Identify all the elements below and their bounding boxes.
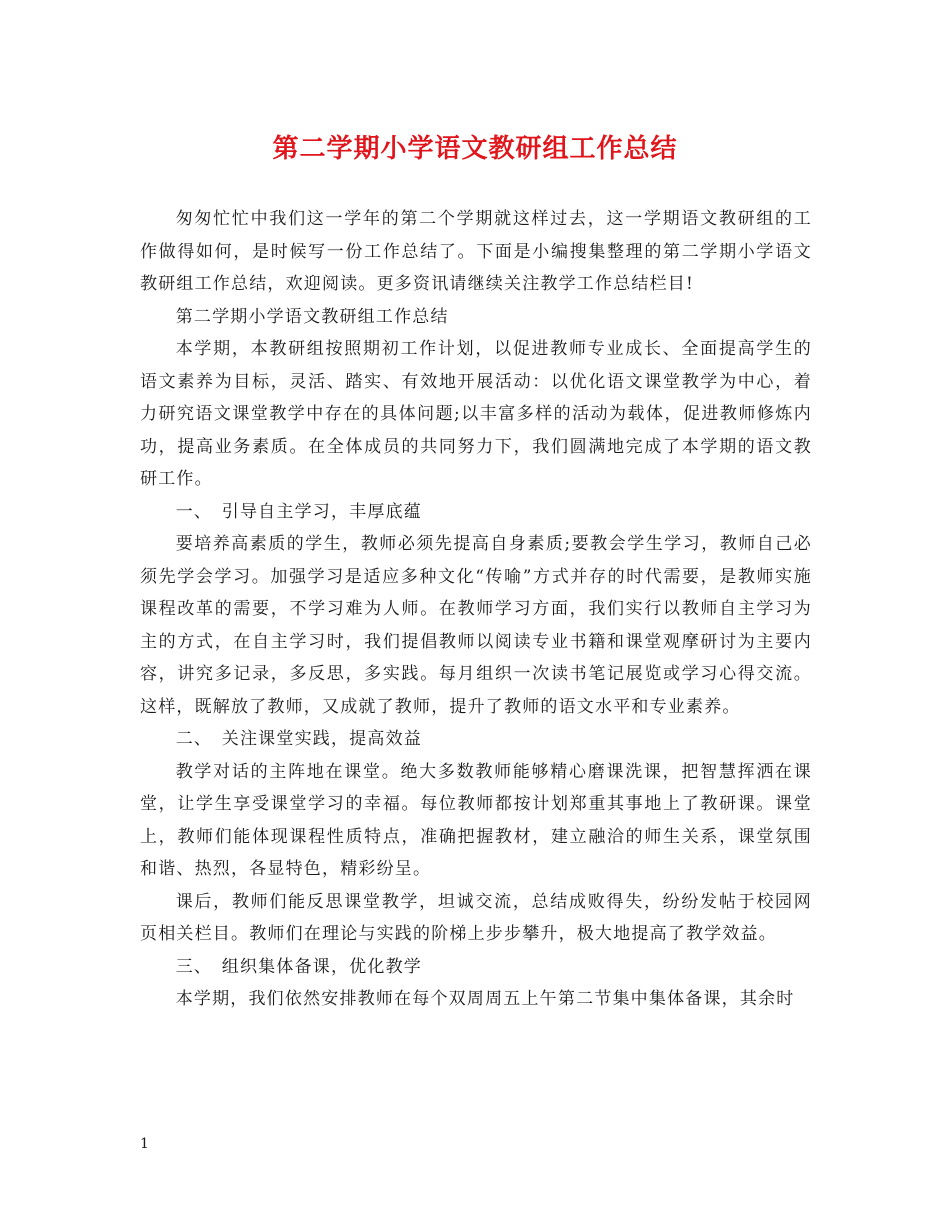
section-heading-1: 一、 引导自主学习，丰厚底蕴 [175,501,422,522]
section-1-paragraph: 要培养高素质的学生，教师必须先提高自身素质;要教会学生学习，教师自己必须先学会学习。加强学习是适应多种文化“传喻”方式并存的时代需要，是教师实施课程改革的需要，不学习难为人师。在教师学习方面，我们实行以教师自主学习为主的方式，在自主学习时，我们提倡教师以阅读专业书籍和课堂观摩研讨为主要内容，讲究多记录，多反思，多实践。每月组织一次读书笔记展览或学习心得交流。这样，既解放了教师，又成就了教师，提升了教师的语文水平和专业素养。 [140,534,812,717]
section-3-paragraph: 本学期，我们依然安排教师在每个双周周五上午第二节集中集体备课，其余时 [175,989,795,1009]
section-heading-3: 三、 组织集体备课，优化教学 [175,956,422,977]
document-body [140,203,812,1016]
document-title: 第二学期小学语文教研组工作总结 [272,134,678,164]
section-heading-2: 二、 关注课堂实践，提高效益 [175,729,422,749]
section-2-paragraph-2: 课后，教师们能反思课堂教学，坦诚交流，总结成败得失，纷纷发帖于校园网页相关栏目。教师们在理论与实践的阶梯上步步攀升，极大地提高了教学效益。 [140,891,812,944]
subtitle-line: 第二学期小学语文教研组工作总结 [175,306,449,327]
intro-paragraph: 匆匆忙忙中我们这一学年的第二个学期就这样过去，这一学期语文教研组的工作做得如何，是时候写一份工作总结了。下面是小编搜集整理的第二学期小学语文教研组工作总结，欢迎阅读。更多资讯请继续关注教学工作总结栏目! [140,209,812,294]
page-number: 1 [140,1136,149,1152]
overview-paragraph: 本学期，本教研组按照期初工作计划，以促进教师专业成长、全面提高学生的语文素养为目标，灵活、踏实、有效地开展活动：以优化语文课堂教学为中心，着力研究语文课堂教学中存在的具体问题;以丰富多样的活动为载体，促进教师修炼内功，提高业务素质。在全体成员的共同努力下，我们圆满地完成了本学期的语文教研工作。 [140,339,812,489]
section-2-paragraph-1: 教学对话的主阵地在课堂。绝大多数教师能够精心磨课洗课，把智慧挥洒在课堂，让学生享受课堂学习的幸福。每位教师都按计划郑重其事地上了教研课。课堂上，教师们能体现课程性质特点，准确把握教材，建立融洽的师生关系，课堂氛围和谐、热烈，各显特色，精彩纷呈。 [140,761,812,879]
